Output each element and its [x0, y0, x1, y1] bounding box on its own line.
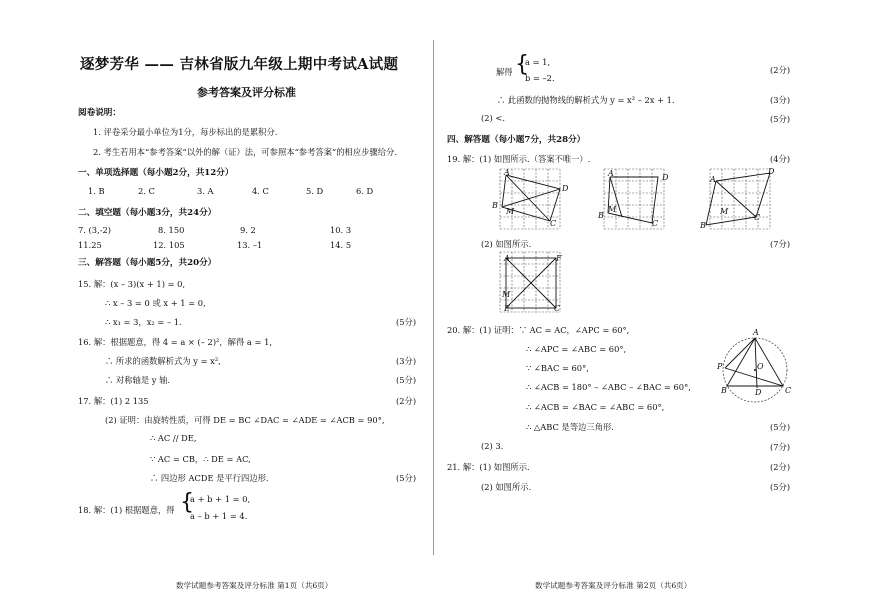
q20-line7: (2) 3.	[481, 441, 504, 451]
label-e: E	[504, 304, 510, 313]
label-m: M	[720, 207, 729, 216]
label-d: D	[662, 173, 669, 182]
label-d: D	[768, 167, 775, 176]
label-b: B	[721, 386, 727, 395]
q19-line1: 19. 解：(1) 如图所示.（答案不唯一）.	[447, 154, 591, 164]
answer-2: 2. C	[138, 186, 155, 196]
label-a: A	[608, 169, 614, 178]
answer-4: 4. C	[252, 186, 269, 196]
q15-score: (5分)	[396, 317, 417, 327]
label-f: F	[556, 254, 562, 263]
label-b: B	[700, 221, 706, 230]
q18-brace: {	[180, 490, 194, 515]
section1-heading: 一、单项选择题（每小题2分，共12分）	[78, 168, 234, 178]
q17-score-1: (2分)	[396, 396, 417, 406]
label-d: D	[562, 184, 569, 193]
answer-10: 10. 3	[330, 225, 352, 235]
q17-score-2: (5分)	[396, 473, 417, 483]
q18-solve-eq1: a = 1,	[525, 57, 551, 67]
answer-11: 11.25	[78, 240, 102, 250]
q16-score-1: (3分)	[396, 356, 417, 366]
label-c: C	[550, 219, 557, 228]
q18-solve-label: 解得	[496, 67, 513, 77]
q18-line3: (2) <.	[481, 113, 505, 123]
q18-solve-eq2: b = –2.	[525, 73, 555, 83]
q18-score-3: (5分)	[770, 114, 791, 124]
q18-eq1: a + b + 1 = 0,	[190, 494, 251, 504]
q18-score-2: (3分)	[770, 95, 791, 105]
q19-figure-1	[490, 167, 575, 233]
q20-line5: ∴ ∠ACB = ∠BAC = ∠ABC = 60°,	[526, 402, 665, 412]
label-c: C	[785, 386, 792, 395]
label-d: D	[755, 388, 762, 397]
q16-score-2: (5分)	[396, 375, 417, 385]
answer-9: 9. 2	[240, 225, 256, 235]
answer-13: 13. –1	[237, 240, 263, 250]
q16-line3: ∴ 对称轴是 y 轴.	[105, 375, 171, 385]
q20-line6: ∴ △ABC 是等边三角形.	[526, 422, 614, 432]
footer-right: 数学试题参考答案及评分标准 第2页（共6页）	[535, 581, 692, 590]
q20-line3: ∵ ∠BAC = 60°,	[526, 363, 589, 373]
q20-line2: ∴ ∠APC = ∠ABC = 60°,	[526, 344, 627, 354]
q21-line2: (2) 如图所示.	[481, 482, 532, 492]
q20-figure-circle	[717, 328, 797, 408]
label-a: A	[710, 175, 716, 184]
answer-12: 12. 105	[153, 240, 185, 250]
q19-figure-4	[494, 250, 574, 316]
label-a: A	[504, 168, 510, 177]
q16-line1: 16. 解：根据题意，得 4 = a × (– 2)²，解得 a = 1,	[78, 337, 273, 347]
q15-line2: ∴ x – 3 = 0 或 x + 1 = 0,	[105, 298, 206, 308]
q19-figure-2	[596, 167, 671, 233]
q19-line2: (2) 如图所示.	[481, 239, 532, 249]
section4-heading: 四、解答题（每小题7分，共28分）	[447, 135, 586, 145]
label-m: M	[502, 290, 511, 299]
footer-left: 数学试题参考答案及评分标准 第1页（共6页）	[176, 581, 333, 590]
q15-line3: ∴ x₁ = 3，x₂ = – 1.	[105, 317, 182, 327]
section2-heading: 二、填空题（每小题3分，共24分）	[78, 208, 217, 218]
q17-line2: (2) 证明：由旋转性质，可得 DE = BC ∠DAC = ∠ADE = ∠ACB = 90°,	[105, 415, 385, 425]
q18-line2: ∴ 此函数的抛物线的解析式为 y = x² – 2x + 1.	[497, 95, 675, 105]
q20-line1: 20. 解：(1) 证明：∵ AC = AC，∠APC = 60°,	[447, 325, 630, 335]
q19-score-2: (7分)	[770, 239, 791, 249]
q18-line1: 18. 解：(1) 根据题意，得	[78, 505, 175, 515]
answer-3: 3. A	[197, 186, 214, 196]
column-divider	[433, 40, 434, 555]
answer-7: 7. (3,-2)	[78, 225, 112, 235]
label-a: A	[504, 254, 510, 263]
q17-line4: ∵ AC = CB，∴ DE = AC,	[150, 454, 251, 464]
q20-score-2: (7分)	[770, 442, 791, 452]
label-c: C	[652, 219, 659, 228]
label-b: B	[492, 201, 498, 210]
q17-line5: ∴ 四边形 ACDE 是平行四边形.	[150, 473, 269, 483]
answer-8: 8. 150	[158, 225, 185, 235]
q21-line1: 21. 解：(1) 如图所示.	[447, 462, 530, 472]
q17-line3: ∴ AC // DE,	[150, 433, 197, 443]
section3-heading: 三、解答题（每小题5分，共20分）	[78, 258, 217, 268]
label-o: O	[757, 362, 764, 371]
label-p: P	[717, 362, 723, 371]
q15-line1: 15. 解：(x – 3)(x + 1) = 0,	[78, 279, 186, 289]
q19-score-1: (4分)	[770, 154, 791, 164]
label-c: C	[754, 213, 761, 222]
answer-5: 5. D	[306, 186, 324, 196]
label-m: M	[608, 205, 617, 214]
reading-note-1: 1. 评卷采分最小单位为1分，每步标出的是累积分.	[93, 127, 278, 137]
label-b: B	[598, 211, 604, 220]
q18-solve-brace: {	[515, 52, 529, 77]
answer-14: 14. 5	[330, 240, 352, 250]
label-m: M	[506, 207, 515, 216]
q18-score-1: (2分)	[770, 65, 791, 75]
q21-score-2: (5分)	[770, 482, 791, 492]
page-subtitle: 参考答案及评分标准	[197, 86, 296, 99]
q19-figure-3	[700, 167, 780, 233]
q17-line1: 17. 解：(1) 2 135	[78, 396, 149, 406]
q20-line4: ∴ ∠ACB = 180° – ∠ABC – ∠BAC = 60°,	[526, 382, 691, 392]
label-a: A	[753, 328, 759, 337]
answer-6: 6. D	[356, 186, 374, 196]
q20-score-1: (5分)	[770, 422, 791, 432]
q21-score-1: (2分)	[770, 462, 791, 472]
reading-note-2: 2. 考生若用本“参考答案”以外的解（证）法，可参照本“参考答案”的相应步骤给分.	[93, 147, 397, 157]
q18-eq2: a – b + 1 = 4.	[190, 511, 248, 521]
reading-notes-heading: 阅卷说明：	[78, 108, 121, 118]
answer-1: 1. B	[88, 186, 105, 196]
page-title: 逐梦芳华 —— 吉林省版九年级上期中考试A试题	[80, 56, 399, 73]
label-c: C	[554, 304, 561, 313]
q16-line2: ∴ 所求的函数解析式为 y = x²,	[105, 356, 221, 366]
